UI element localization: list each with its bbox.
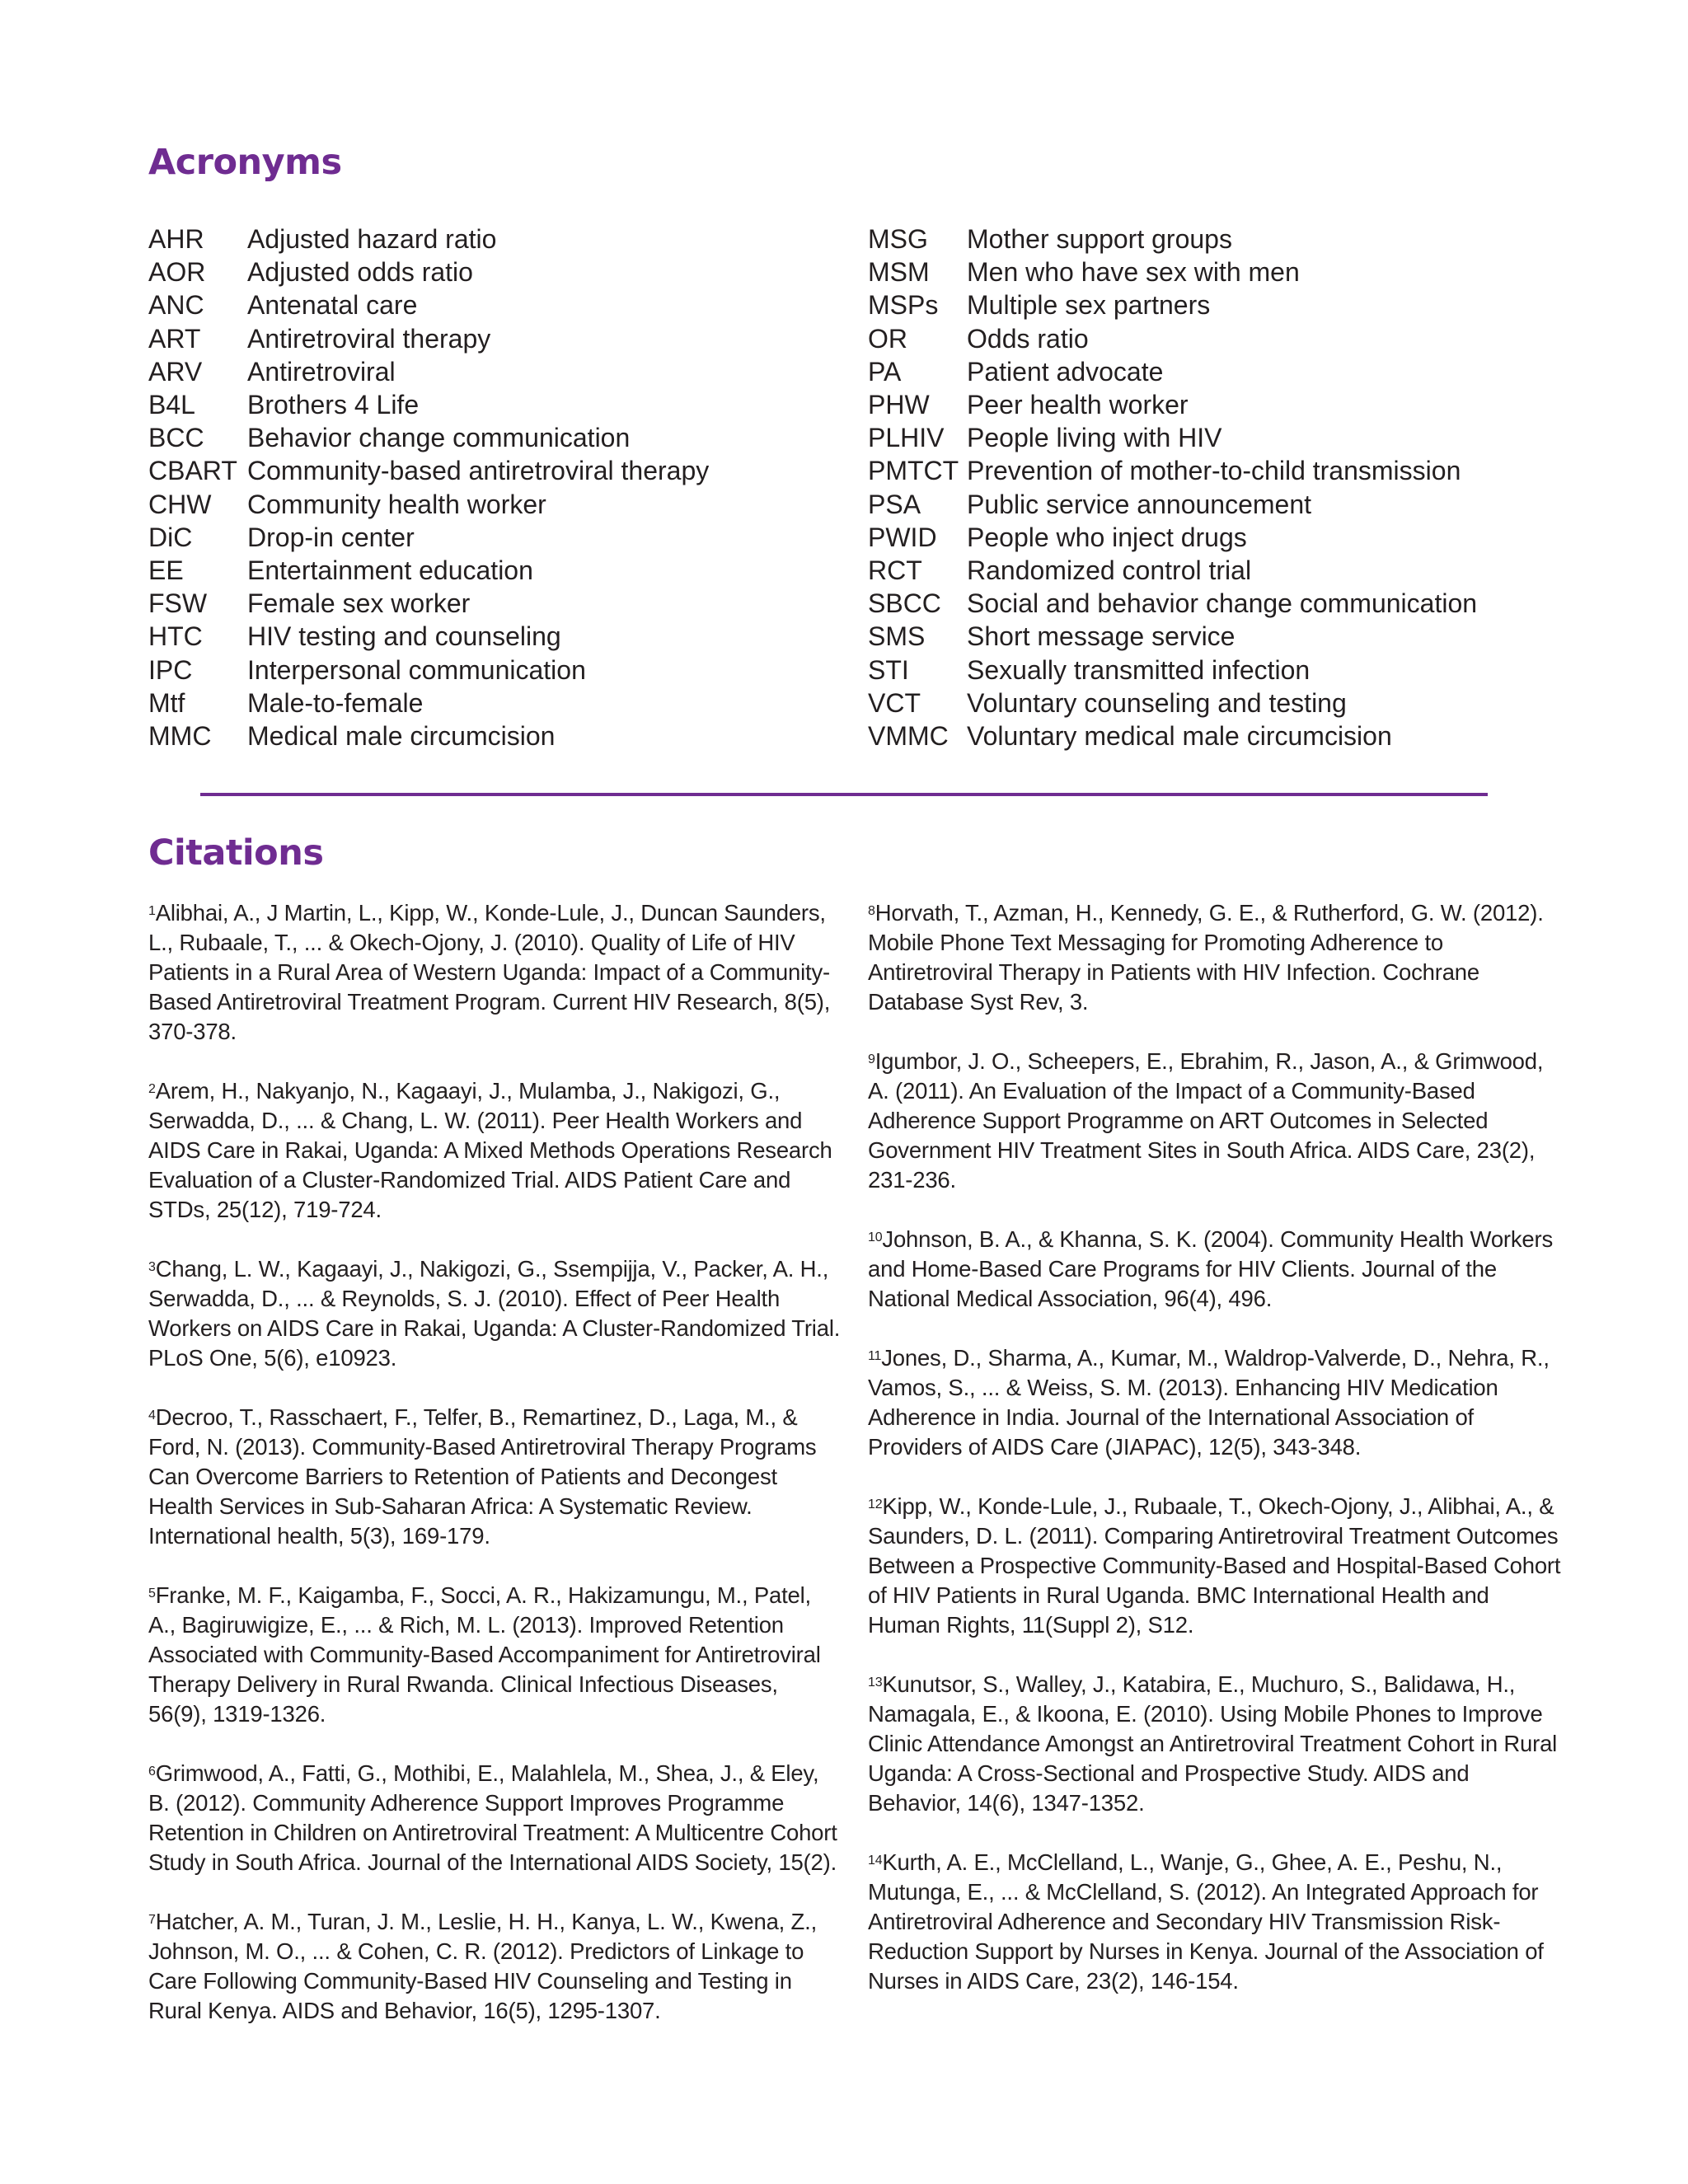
acronym-row — [868, 355, 1577, 388]
citation-number: 13 — [868, 1675, 883, 1690]
acronym-row — [868, 223, 1577, 255]
acronym-definition: Community-based antiretroviral therapy — [247, 456, 710, 486]
citation-number: 14 — [868, 1854, 883, 1868]
acronym-definition: Multiple sex partners — [967, 290, 1211, 321]
acronym-abbreviation: FSW — [148, 588, 208, 619]
acronym-row — [148, 521, 857, 554]
acronym-row — [148, 620, 857, 653]
acronym-abbreviation: B4L — [148, 390, 195, 420]
acronym-row — [868, 288, 1577, 321]
citation-text: Horvath, T., Azman, H., Kennedy, G. E., & Rutherford, G. W. (2012). Mobile Phone Text Messaging for Promoting Adherence to Antiretroviral Therapy in Patients with HIV Infection. Cochrane Database Syst Rev, 3. — [868, 900, 1544, 1015]
acronym-definition: Voluntary counseling and testing — [967, 687, 1347, 718]
acronym-definition: Randomized control trial — [967, 555, 1252, 585]
acronym-definition: Peer health worker — [967, 390, 1189, 420]
acronym-abbreviation: ART — [148, 323, 201, 354]
citation-text: Decroo, T., Rasschaert, F., Telfer, B., Remartinez, D., Laga, M., & Ford, N. (2013). Community-Based Antiretroviral Therapy Programs Can Overcome Barriers to Retention of Patients and Decongest Health Services in Sub-Saharan Africa: A Systematic Review. International health, 5(3), 169-179. — [148, 1404, 817, 1549]
acronym-definition: Entertainment education — [247, 555, 533, 585]
citation-number: 4 — [148, 1408, 156, 1422]
citation-text: Alibhai, A., J Martin, L., Kipp, W., Konde-Lule, J., Duncan Saunders, L., Rubaale, T., ... & Okech-Ojony, J. (2010). Quality of Life of HIV Patients in a Rural Area of Western Uganda: Impact of a Community-Based Antiretroviral Treatment Program. Current HIV Research, 8(5), 370-378. — [148, 900, 831, 1044]
citations-left-column — [148, 898, 841, 2055]
acronym-abbreviation: BCC — [148, 423, 204, 453]
acronym-row — [868, 255, 1577, 288]
acronym-abbreviation: OR — [868, 323, 907, 354]
citation-number: 9 — [868, 1052, 875, 1066]
citation-entry — [868, 1670, 1564, 1818]
acronym-abbreviation: AOR — [148, 257, 206, 288]
acronym-row — [868, 653, 1577, 686]
acronym-definition: Adjusted odds ratio — [247, 257, 473, 288]
acronym-abbreviation: RCT — [868, 555, 922, 585]
citations-heading: Citations — [148, 832, 324, 874]
acronym-row — [148, 255, 857, 288]
acronym-abbreviation: SBCC — [868, 588, 941, 619]
acronym-definition: Men who have sex with men — [967, 257, 1300, 288]
acronym-definition: Brothers 4 Life — [247, 390, 420, 420]
acronym-row — [868, 388, 1577, 421]
citation-text: Kipp, W., Konde-Lule, J., Rubaale, T., Okech-Ojony, J., Alibhai, A., & Saunders, D. L. (2011). Comparing Antiretroviral Treatment Outcomes Between a Prospective Community-Based and Hospital-Based Cohort of HIV Patients in Rural Uganda. BMC International Health and Human Rights, 11(Suppl 2), S12. — [868, 1493, 1561, 1638]
acronym-definition: Behavior change communication — [247, 423, 631, 453]
citation-number: 5 — [148, 1586, 156, 1601]
acronym-definition: Antiretroviral therapy — [247, 323, 491, 354]
acronym-definition: Community health worker — [247, 489, 546, 519]
section-divider — [200, 793, 1488, 796]
acronym-row — [148, 454, 857, 487]
citation-text: Kunutsor, S., Walley, J., Katabira, E., Muchuro, S., Balidawa, H., Namagala, E., & Ikoona, E. (2010). Using Mobile Phones to Improve Clinic Attendance Amongst an Antiretroviral Treatment Cohort in Rural Uganda: A Cross-Sectional and Prospective Study. AIDS and Behavior, 14(6), 1347-1352. — [868, 1671, 1558, 1816]
acronym-abbreviation: EE — [148, 555, 184, 585]
acronym-row — [148, 223, 857, 255]
citation-entry — [868, 1225, 1564, 1314]
acronym-abbreviation: AHR — [148, 224, 204, 255]
citation-number: 2 — [148, 1082, 156, 1096]
acronym-row — [148, 554, 857, 587]
citation-number: 1 — [148, 904, 156, 918]
citation-text: Kurth, A. E., McClelland, L., Wanje, G., Ghee, A. E., Peshu, N., Mutunga, E., ... & McClelland, S. (2012). An Integrated Approach for Antiretroviral Adherence and Secondary HIV Transmission Risk-Reduction Support by Nurses in Kenya. Journal of the Association of Nurses in AIDS Care, 23(2), 146-154. — [868, 1849, 1544, 1994]
citation-entry — [868, 1047, 1564, 1195]
acronym-abbreviation: PHW — [868, 390, 930, 420]
acronym-row — [868, 719, 1577, 752]
acronym-row — [868, 454, 1577, 487]
acronym-abbreviation: MMC — [148, 720, 212, 751]
acronym-row — [148, 388, 857, 421]
acronym-definition: Mother support groups — [967, 224, 1232, 255]
citation-text: Johnson, B. A., & Khanna, S. K. (2004). Community Health Workers and Home-Based Care Programs for HIV Clients. Journal of the National Medical Association, 96(4), 496. — [868, 1226, 1554, 1311]
acronym-definition: Antenatal care — [247, 290, 418, 321]
acronym-definition: Patient advocate — [967, 356, 1164, 387]
acronym-abbreviation: CBART — [148, 456, 237, 486]
citation-entry — [148, 1254, 841, 1373]
acronym-row — [148, 653, 857, 686]
acronym-abbreviation: CHW — [148, 489, 212, 519]
acronym-definition: Sexually transmitted infection — [967, 654, 1311, 685]
citation-number: 10 — [868, 1230, 883, 1244]
acronym-definition: HIV testing and counseling — [247, 621, 561, 652]
acronym-definition: Medical male circumcision — [247, 720, 556, 751]
citation-text: Franke, M. F., Kaigamba, F., Socci, A. R., Hakizamungu, M., Patel, A., Bagiruwigize, E., ... & Rich, M. L. (2013). Improved Retention Associated with Community-Based Accompaniment for Antiretroviral Therapy Delivery in Rural Rwanda. Clinical Infectious Diseases, 56(9), 1319-1326. — [148, 1582, 821, 1727]
acronyms-right-column — [868, 223, 1577, 752]
acronym-row — [868, 620, 1577, 653]
acronym-abbreviation: PSA — [868, 489, 921, 519]
citation-text: Arem, H., Nakyanjo, N., Kagaayi, J., Mulamba, J., Nakigozi, G., Serwadda, D., ... & Chang, L. W. (2011). Peer Health Workers and AIDS Care in Rakai, Uganda: A Mixed Methods Operations Research Evaluation of a Cluster-Randomized Trial. AIDS Patient Care and STDs, 25(12), 719-724. — [148, 1078, 832, 1222]
acronym-definition: Odds ratio — [967, 323, 1089, 354]
acronym-definition: Drop-in center — [247, 522, 415, 552]
acronym-row — [148, 719, 857, 752]
acronym-abbreviation: ANC — [148, 290, 204, 321]
acronym-abbreviation: SMS — [868, 621, 926, 652]
citation-text: Chang, L. W., Kagaayi, J., Nakigozi, G., Ssempijja, V., Packer, A. H., Serwadda, D., ... & Reynolds, S. J. (2010). Effect of Peer Health Workers on AIDS Care in Rakai, Uganda: A Cluster-Randomized Trial. PLoS One, 5(6), e10923. — [148, 1256, 841, 1371]
acronyms-left-column — [148, 223, 857, 752]
acronym-row — [868, 322, 1577, 355]
acronym-abbreviation: MSM — [868, 257, 930, 288]
citation-number: 11 — [868, 1349, 882, 1363]
acronym-abbreviation: PWID — [868, 522, 937, 552]
citation-entry — [148, 1581, 841, 1729]
citation-entry — [148, 1907, 841, 2026]
acronym-definition: People living with HIV — [967, 423, 1222, 453]
citation-entry — [148, 1759, 841, 1877]
acronym-row — [148, 587, 857, 620]
acronym-definition: People who inject drugs — [967, 522, 1247, 552]
acronym-row — [868, 554, 1577, 587]
acronym-abbreviation: PMTCT — [868, 456, 959, 486]
citation-entry — [868, 898, 1564, 1017]
acronym-definition: Antiretroviral — [247, 356, 396, 387]
acronym-definition: Public service announcement — [967, 489, 1312, 519]
acronym-abbreviation: VCT — [868, 687, 921, 718]
acronyms-heading: Acronyms — [148, 142, 342, 183]
citation-entry — [868, 1848, 1564, 1996]
acronym-definition: Interpersonal communication — [247, 654, 586, 685]
citation-number: 6 — [148, 1765, 156, 1779]
acronym-row — [868, 488, 1577, 521]
citation-entry — [148, 898, 841, 1047]
citations-right-column — [868, 898, 1564, 2026]
citation-entry — [148, 1403, 841, 1551]
citation-text: Grimwood, A., Fatti, G., Mothibi, E., Malahlela, M., Shea, J., & Eley, B. (2012). Community Adherence Support Improves Programme Retention in Children on Antiretroviral Treatment: A Multicentre Cohort Study in South Africa. Journal of the International AIDS Society, 15(2). — [148, 1760, 837, 1875]
citation-text: Hatcher, A. M., Turan, J. M., Leslie, H. H., Kanya, L. W., Kwena, Z., Johnson, M. O., ... & Cohen, C. R. (2012). Predictors of Linkage to Care Following Community-Based HIV Counseling and Testing in Rural Kenya. AIDS and Behavior, 16(5), 1295-1307. — [148, 1909, 818, 2023]
acronym-abbreviation: MSPs — [868, 290, 939, 321]
acronym-definition: Prevention of mother-to-child transmission — [967, 456, 1461, 486]
acronym-row — [148, 488, 857, 521]
acronym-abbreviation: PLHIV — [868, 423, 945, 453]
acronym-definition: Male-to-female — [247, 687, 424, 718]
citation-text: Jones, D., Sharma, A., Kumar, M., Waldrop-Valverde, D., Nehra, R., Vamos, S., ... & Weiss, S. M. (2013). Enhancing HIV Medication Adherence in India. Journal of the International Association of Providers of AIDS Care (JIAPAC), 12(5), 343-348. — [868, 1345, 1550, 1460]
acronym-abbreviation: HTC — [148, 621, 203, 652]
acronym-abbreviation: STI — [868, 654, 909, 685]
acronym-row — [148, 322, 857, 355]
acronym-abbreviation: MSG — [868, 224, 928, 255]
acronym-row — [868, 421, 1577, 454]
citation-entry — [868, 1492, 1564, 1640]
acronym-abbreviation: VMMC — [868, 720, 949, 751]
acronym-definition: Female sex worker — [247, 588, 471, 619]
citation-number: 7 — [148, 1913, 156, 1927]
citation-entry — [868, 1343, 1564, 1462]
acronym-row — [868, 687, 1577, 719]
acronym-definition: Voluntary medical male circumcision — [967, 720, 1392, 751]
citation-number: 3 — [148, 1260, 156, 1274]
acronym-definition: Social and behavior change communication — [967, 588, 1478, 619]
citation-text: Igumbor, J. O., Scheepers, E., Ebrahim, R., Jason, A., & Grimwood, A. (2011). An Evaluation of the Impact of a Community-Based Adherence Support Programme on ART Outcomes in Selected Government HIV Treatment Sites in South Africa. AIDS Care, 23(2), 231-236. — [868, 1048, 1544, 1193]
acronym-row — [868, 587, 1577, 620]
citation-entry — [148, 1076, 841, 1225]
acronym-abbreviation: PA — [868, 356, 902, 387]
citation-number: 8 — [868, 904, 875, 918]
acronym-abbreviation: DiC — [148, 522, 193, 552]
acronym-row — [868, 521, 1577, 554]
acronym-abbreviation: ARV — [148, 356, 203, 387]
citation-number: 12 — [868, 1497, 883, 1511]
acronym-row — [148, 288, 857, 321]
acronym-row — [148, 687, 857, 719]
acronym-definition: Adjusted hazard ratio — [247, 224, 497, 255]
acronym-abbreviation: IPC — [148, 654, 193, 685]
acronym-abbreviation: Mtf — [148, 687, 185, 718]
acronym-row — [148, 355, 857, 388]
acronym-definition: Short message service — [967, 621, 1236, 652]
acronym-row — [148, 421, 857, 454]
